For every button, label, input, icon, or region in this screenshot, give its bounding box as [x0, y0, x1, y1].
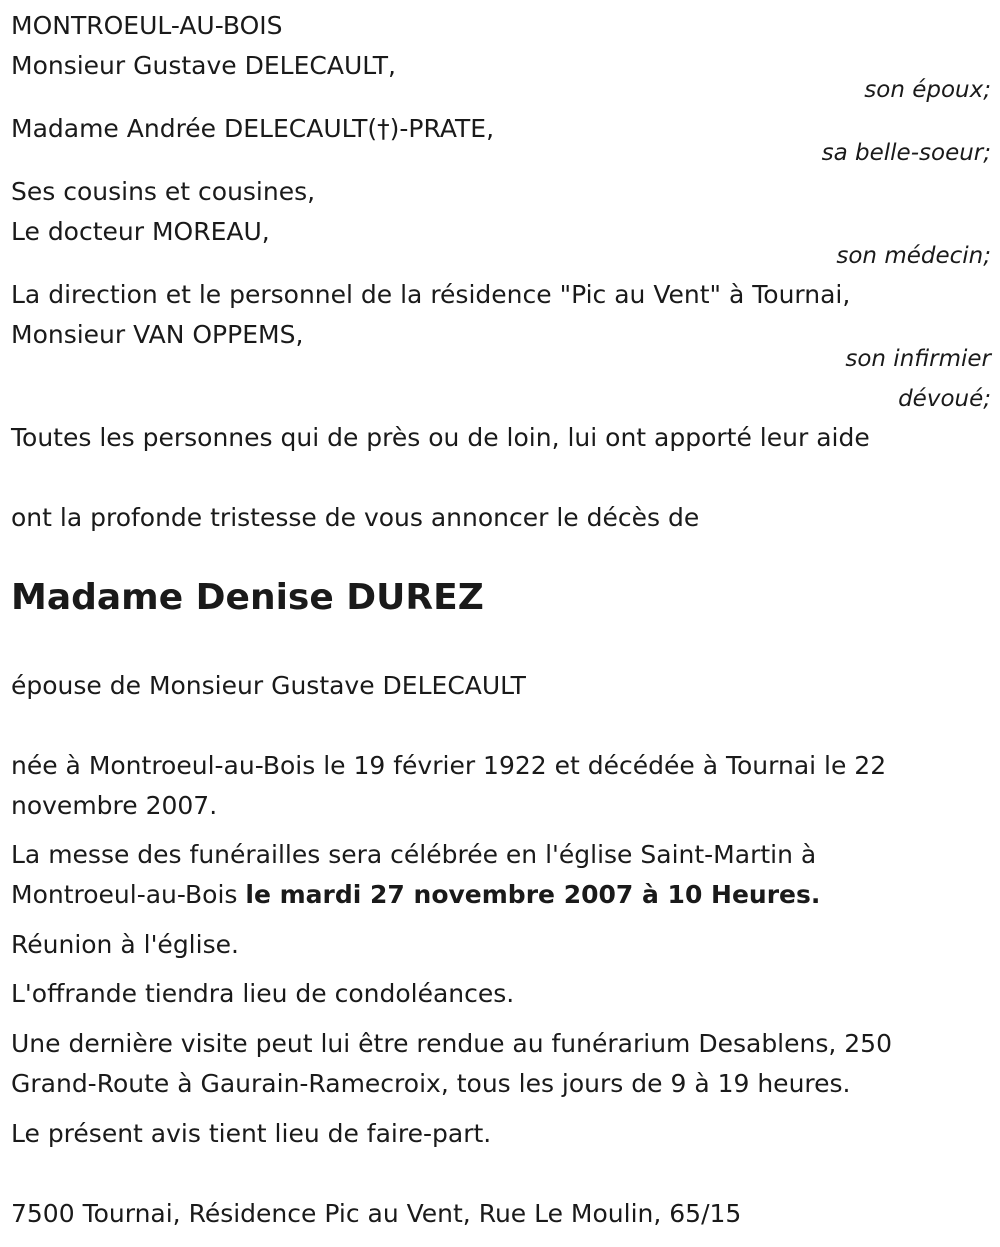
sister-in-law-name [11, 109, 494, 149]
mass-paragraph [11, 835, 911, 915]
others-line: Toutes les personnes qui de près ou de loin, lui ont apporté leur aide [11, 423, 870, 452]
cross-symbol: † [377, 114, 390, 143]
sister-in-law-prefix: Madame Andrée DELECAULT( [11, 114, 378, 143]
doctor-name: Le docteur MOREAU, [11, 217, 270, 246]
birth-death-paragraph: née à Montroeul-au-Bois le 19 février 1922 et décédée à Tournai le 22 novembre 2007. [11, 751, 887, 820]
nurse-role-line2: dévoué; [898, 386, 991, 412]
husband-name: Monsieur Gustave DELECAULT, [11, 51, 396, 80]
husband-role: son époux; [864, 77, 991, 103]
nurse-role-line1: son infirmier [845, 346, 991, 372]
notice-line: Le présent avis tient lieu de faire-part. [11, 1119, 492, 1148]
spouse-line: épouse de Monsieur Gustave DELECAULT [11, 671, 526, 700]
offering-line: L'offrande tiendra lieu de condoléances. [11, 979, 515, 1008]
nurse-name: Monsieur VAN OPPEMS, [11, 320, 304, 349]
doctor-role: son médecin; [836, 243, 991, 269]
sister-in-law-role: sa belle-soeur; [821, 140, 991, 166]
mass-date: le mardi 27 novembre 2007 à 10 Heures. [245, 880, 821, 909]
sister-in-law-suffix: )-PRATE, [389, 114, 495, 143]
place-heading: MONTROEUL-AU-BOIS [11, 11, 283, 40]
announcement-line: ont la profonde tristesse de vous annoncer le décès de [11, 503, 700, 532]
address-line: 7500 Tournai, Résidence Pic au Vent, Rue Le Moulin, 65/15 [11, 1199, 742, 1228]
mass-text: La messe des funérailles sera célébrée en l'église Saint-Martin à Montroeul-au-Bois [11, 840, 817, 909]
meeting-line: Réunion à l'église. [11, 930, 239, 959]
visit-paragraph: Une dernière visite peut lui être rendue au funérarium Desablens, 250 Grand-Route à Gaurain-Ramecroix, tous les jours de 9 à 19 heures. [11, 1029, 892, 1098]
residence-staff-line: La direction et le personnel de la résidence "Pic au Vent" à Tournai, [11, 280, 851, 309]
cousins-line: Ses cousins et cousines, [11, 177, 316, 206]
deceased-name: Madame Denise DUREZ [11, 577, 484, 618]
